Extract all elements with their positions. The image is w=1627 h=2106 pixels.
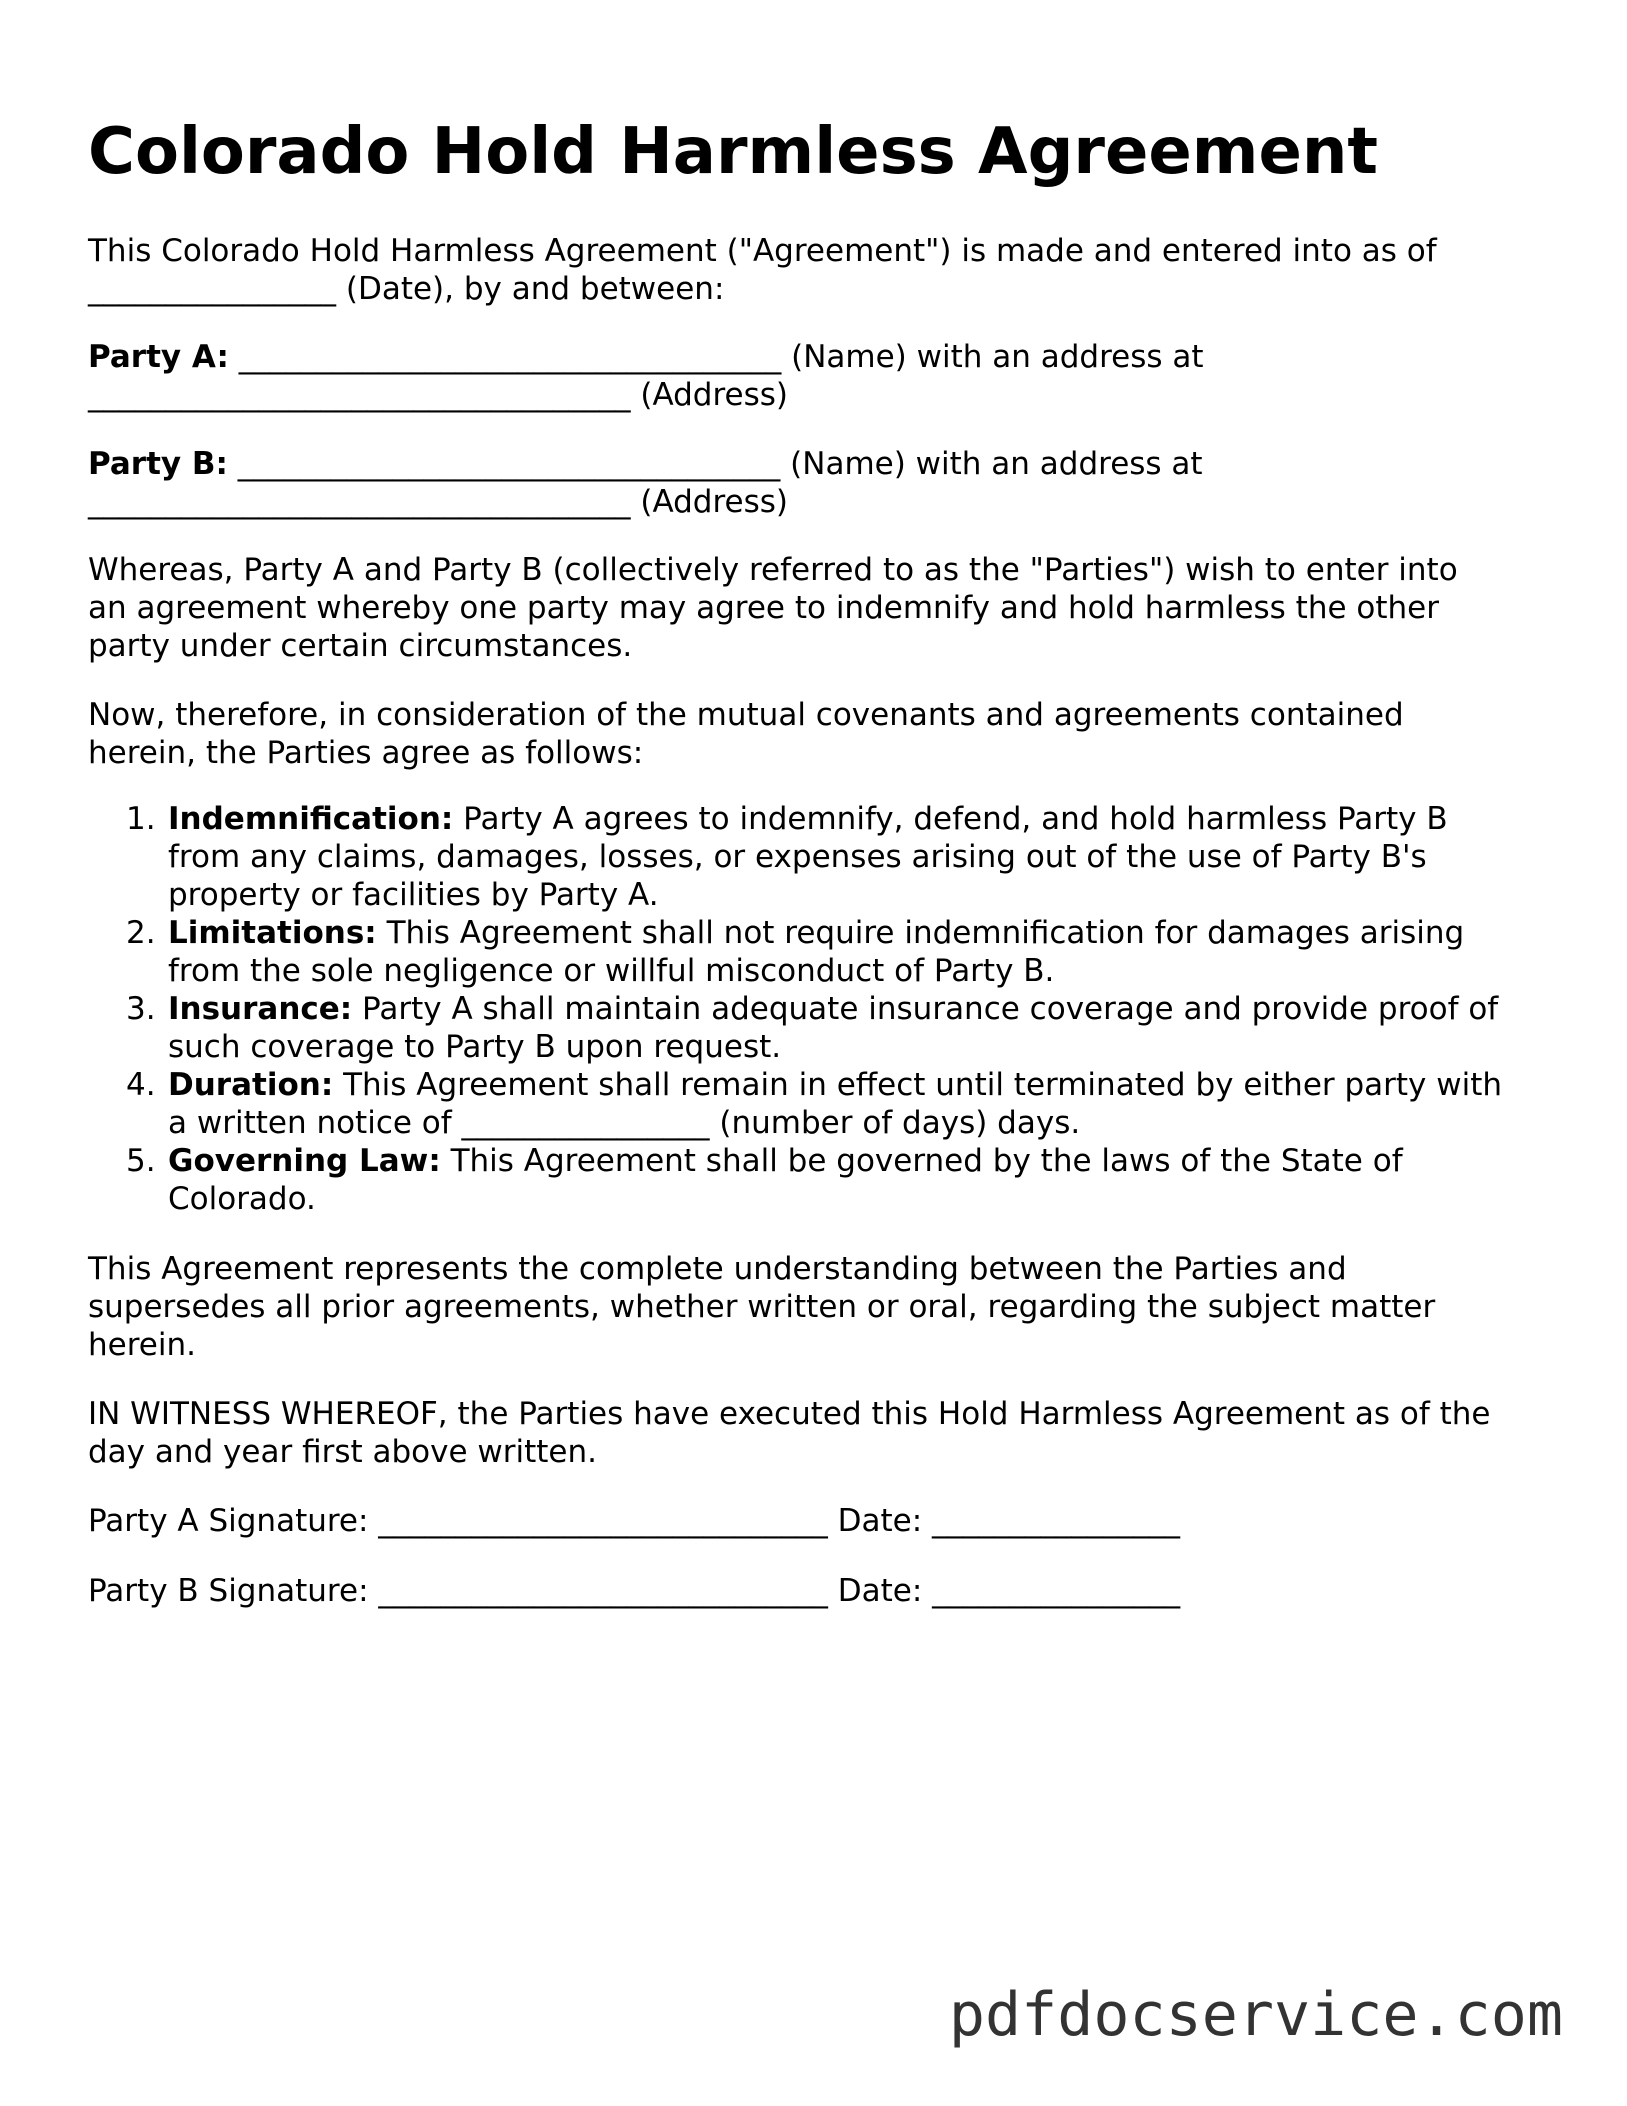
- clause-text: such coverage to Party B upon request.: [168, 1029, 782, 1065]
- clause-item: [88, 914, 1558, 990]
- intro-line-1: This Colorado Hold Harmless Agreement ("Agreement") is made and entered into as of: [88, 233, 1437, 269]
- clause-text: Colorado.: [168, 1181, 316, 1217]
- clause-heading: Duration:: [168, 1067, 334, 1103]
- witness-line-2: day and year first above written.: [88, 1434, 598, 1470]
- clause-text: Party A shall maintain adequate insurance coverage and provide proof of: [352, 991, 1499, 1027]
- party-b-block: [88, 445, 1558, 521]
- entire-agreement-line-2: supersedes all prior agreements, whether written or oral, regarding the subject matter: [88, 1289, 1436, 1325]
- party-b-name-line: ___________________________________ (Name) with an address at: [227, 446, 1203, 482]
- clause-item: [88, 1142, 1558, 1218]
- document-title: Colorado Hold Harmless Agreement: [88, 115, 1378, 189]
- clause-item: [88, 990, 1558, 1066]
- clause-number: 1.: [126, 801, 156, 837]
- intro-paragraph: [88, 232, 1558, 308]
- now-therefore-line-2: herein, the Parties agree as follows:: [88, 735, 644, 771]
- party-b-label: Party B:: [88, 446, 228, 482]
- now-therefore-paragraph: [88, 696, 1558, 772]
- clause-text: property or facilities by Party A.: [168, 877, 659, 913]
- clause-list: [88, 800, 1558, 1218]
- clause-number: 3.: [126, 991, 156, 1027]
- intro-line-2: ________________ (Date), by and between:: [88, 271, 725, 307]
- clause-text: a written notice of ________________ (number of days) days.: [168, 1105, 1081, 1141]
- clause-heading: Indemnification:: [168, 801, 454, 837]
- whereas-line-1: Whereas, Party A and Party B (collectively referred to as the "Parties") wish to enter into: [88, 552, 1458, 588]
- clause-number: 4.: [126, 1067, 156, 1103]
- whereas-line-3: party under certain circumstances.: [88, 628, 633, 664]
- clause-item: [88, 1066, 1558, 1142]
- whereas-paragraph: [88, 551, 1558, 665]
- clause-number: 5.: [126, 1143, 156, 1179]
- party-a-address-line: ___________________________________ (Address): [88, 377, 788, 413]
- clause-item: [88, 800, 1558, 914]
- entire-agreement-line-3: herein.: [88, 1327, 196, 1363]
- party-b-address-line: ___________________________________ (Address): [88, 484, 788, 520]
- clause-heading: Limitations:: [168, 915, 377, 951]
- clause-text: This Agreement shall not require indemnification for damages arising: [376, 915, 1465, 951]
- whereas-line-2: an agreement whereby one party may agree to indemnify and hold harmless the other: [88, 590, 1439, 626]
- clause-number: 2.: [126, 915, 156, 951]
- clause-text: from any claims, damages, losses, or expenses arising out of the use of Party B's: [168, 839, 1427, 875]
- entire-agreement-paragraph: [88, 1250, 1558, 1364]
- clause-text: Party A agrees to indemnify, defend, and hold harmless Party B: [453, 801, 1448, 837]
- clause-text: from the sole negligence or willful misconduct of Party B.: [168, 953, 1055, 989]
- party-a-label: Party A:: [88, 339, 229, 375]
- clause-heading: Governing Law:: [168, 1143, 441, 1179]
- party-a-signature-line: Party A Signature: _____________________________ Date: ________________: [88, 1503, 1181, 1539]
- now-therefore-line-1: Now, therefore, in consideration of the mutual covenants and agreements contained: [88, 697, 1404, 733]
- witness-line-1: IN WITNESS WHEREOF, the Parties have executed this Hold Harmless Agreement as of the: [88, 1396, 1491, 1432]
- clause-text: This Agreement shall be governed by the laws of the State of: [440, 1143, 1403, 1179]
- clause-heading: Insurance:: [168, 991, 353, 1027]
- clause-text: This Agreement shall remain in effect until terminated by either party with: [333, 1067, 1503, 1103]
- party-b-signature-line: Party B Signature: _____________________________ Date: ________________: [88, 1573, 1181, 1609]
- party-a-name-line: ___________________________________ (Name) with an address at: [228, 339, 1204, 375]
- watermark-text: pdfdocservice.com: [948, 1980, 1563, 2050]
- entire-agreement-line-1: This Agreement represents the complete understanding between the Parties and: [88, 1251, 1347, 1287]
- witness-paragraph: [88, 1395, 1558, 1471]
- party-a-block: [88, 338, 1558, 414]
